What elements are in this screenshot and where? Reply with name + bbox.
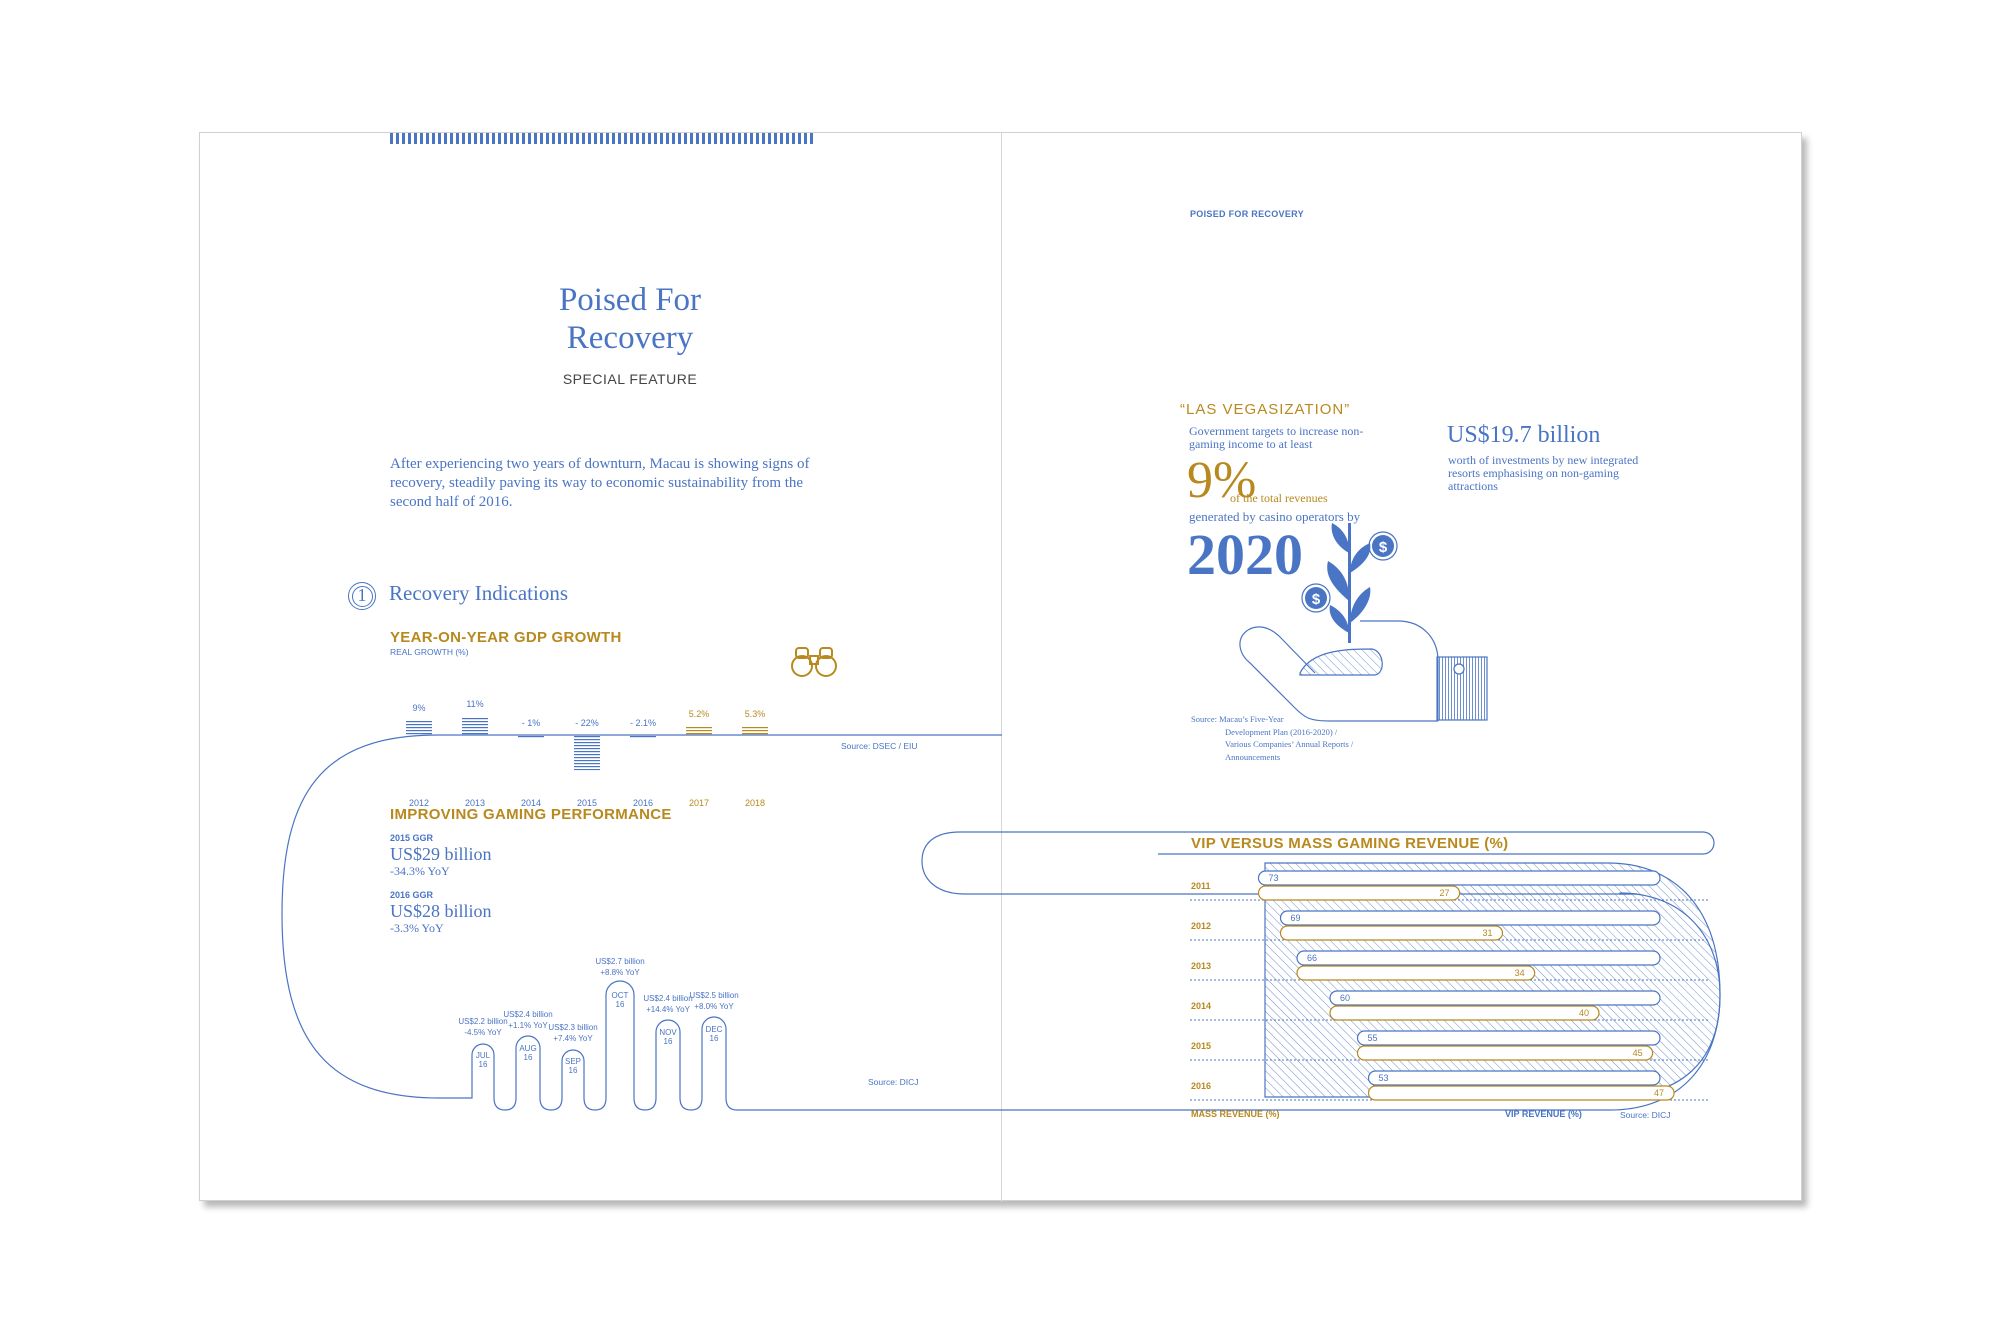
- vip-pill-2016: [1369, 1071, 1661, 1085]
- binoculars-icon: [792, 648, 836, 676]
- plan-source-line-4: Announcements: [1225, 751, 1281, 762]
- plan-source-line-3: Various Companies’ Annual Reports /: [1225, 739, 1354, 749]
- gdp-subheading: REAL GROWTH (%): [390, 647, 469, 657]
- month-value-amount: US$2.7 billion: [595, 957, 645, 966]
- vip-year-2015: 2015: [1191, 1041, 1212, 1051]
- vip-year-2013: 2013: [1191, 961, 1212, 971]
- gdp-year-label-2013: 2013: [464, 798, 486, 808]
- gaming-heading: IMPROVING GAMING PERFORMANCE: [390, 806, 672, 823]
- month-name: JUL: [475, 1051, 491, 1060]
- shopping-bag-icon: [1437, 657, 1487, 720]
- plant-icon: [1327, 523, 1370, 643]
- vip-revenue-legend: VIP REVENUE (%): [1505, 1109, 1582, 1119]
- target-pct: 9%: [1187, 452, 1257, 509]
- month-value-amount: US$2.5 billion: [689, 991, 739, 1000]
- mass-pill-2013: [1297, 966, 1535, 980]
- gdp-bar-label-2014: - 1%: [521, 718, 541, 728]
- month-label-aug: [513, 1044, 543, 1062]
- hand-icon: [1240, 621, 1438, 721]
- target-pct-caption: of the total revenues: [1230, 491, 1328, 505]
- vip-value-2011: 73: [1268, 873, 1279, 883]
- month-name: OCT: [611, 991, 629, 1000]
- month-value-yoy: +14.4% YoY: [646, 1005, 690, 1014]
- vip-value-2015: 55: [1367, 1033, 1378, 1043]
- month-label-dec: [699, 1025, 729, 1043]
- running-head: POISED FOR RECOVERY: [1190, 209, 1304, 219]
- ggr-2015-yoy: -34.3% YoY: [390, 864, 450, 878]
- mass-pill-2011: [1259, 886, 1460, 900]
- mass-value-2012: 31: [1482, 928, 1493, 938]
- month-name: SEP: [564, 1057, 581, 1066]
- vip-year-2012: 2012: [1191, 921, 1212, 931]
- target-text: Government targets to increase non-gaming income to at least: [1189, 424, 1364, 451]
- vip-value-2013: 66: [1307, 953, 1318, 963]
- month-year: 16: [615, 1000, 625, 1009]
- gdp-bar-label-2013: 11%: [466, 699, 484, 710]
- plan-source-line-1: Source: Macau’s Five-Year: [1191, 714, 1284, 724]
- plan-source-line-2: Development Plan (2016-2020) /: [1225, 726, 1338, 737]
- month-value-amount: US$2.4 billion: [503, 1010, 553, 1019]
- month-year: 16: [523, 1053, 533, 1062]
- gdp-bar-label-2012: 9%: [412, 702, 426, 713]
- mass-value-2011: 27: [1439, 888, 1450, 898]
- mass-pill-2012: [1281, 926, 1503, 940]
- gdp-bar-2015: [574, 735, 600, 770]
- mass-value-2015: 45: [1632, 1048, 1643, 1058]
- vip-value-2012: 69: [1290, 913, 1301, 923]
- investment-value: US$19.7 billion: [1447, 422, 1601, 448]
- gdp-heading: YEAR-ON-YEAR GDP GROWTH: [390, 629, 622, 646]
- month-value-sep: [533, 1022, 613, 1044]
- ggr-2015-caption: 2015 GGR: [390, 833, 434, 843]
- month-name: NOV: [659, 1028, 677, 1037]
- gdp-bar-label-2018: 5.3%: [744, 708, 766, 719]
- vip-source: Source: DICJ: [1620, 1110, 1671, 1120]
- mass-value-2013: 34: [1514, 968, 1525, 978]
- vip-year-2011: 2011: [1191, 881, 1211, 891]
- vip-pill-2011: [1259, 871, 1661, 885]
- vip-year-2016: 2016: [1191, 1081, 1212, 1091]
- title-line-2: Recovery: [566, 320, 694, 356]
- generated-text: generated by casino operators by: [1189, 509, 1361, 524]
- month-value-oct: [580, 956, 660, 978]
- month-value-yoy: +7.4% YoY: [553, 1034, 593, 1043]
- gdp-year-label-2018: 2018: [744, 798, 766, 808]
- month-value-yoy: +8.8% YoY: [600, 968, 640, 977]
- gdp-year-label-2016: 2016: [632, 798, 654, 808]
- ggr-2016-caption: 2016 GGR: [390, 890, 434, 900]
- section-number-badge: [348, 582, 376, 610]
- gdp-bar-2013: [462, 717, 488, 735]
- section-title: Recovery Indications: [389, 581, 569, 605]
- month-name: DEC: [705, 1025, 723, 1034]
- page-title: [470, 281, 790, 357]
- vip-heading: VIP VERSUS MASS GAMING REVENUE (%): [1191, 835, 1509, 852]
- gdp-year-label-2014: 2014: [520, 798, 542, 808]
- month-value-dec: [674, 990, 754, 1012]
- mass-revenue-legend: MASS REVENUE (%): [1191, 1109, 1280, 1119]
- month-year: 16: [663, 1037, 673, 1046]
- gdp-bar-2018: [742, 727, 768, 735]
- intro-paragraph: After experiencing two years of downturn, Macau is showing signs of recovery, steadily paving its way to economic sustainability from the second half of 2016.: [390, 456, 810, 510]
- quote-heading: “LAS VEGASIZATION”: [1180, 401, 1351, 418]
- month-value-amount: US$2.3 billion: [548, 1023, 598, 1032]
- gdp-bar-2012: [406, 721, 432, 735]
- plan-source: [1191, 713, 1353, 763]
- ggr-2016-value: US$28 billion: [390, 901, 492, 921]
- vip-pill-2012: [1281, 911, 1661, 925]
- month-label-jul: [468, 1051, 498, 1069]
- vip-value-2014: 60: [1340, 993, 1351, 1003]
- svg-text:$: $: [1311, 591, 1321, 608]
- month-label-sep: [558, 1057, 588, 1075]
- month-value-yoy: +1.1% YoY: [508, 1021, 548, 1030]
- vip-pill-2013: [1297, 951, 1660, 965]
- gaming-source: Source: DICJ: [868, 1077, 919, 1087]
- gdp-year-label-2012: 2012: [408, 798, 430, 808]
- month-value-amount: US$2.2 billion: [458, 1017, 508, 1026]
- svg-text:$: $: [1378, 539, 1388, 556]
- investment-text: worth of investments by new integrated resorts emphasising on non-gaming attractions: [1448, 453, 1639, 493]
- vip-pill-2015: [1358, 1031, 1661, 1045]
- special-feature-kicker: SPECIAL FEATURE: [562, 371, 698, 387]
- title-line-1: Poised For: [558, 282, 702, 318]
- gdp-bar-2014: [518, 735, 544, 738]
- section-number: 1: [357, 585, 367, 605]
- month-value-yoy: +8.0% YoY: [694, 1002, 734, 1011]
- target-year: 2020: [1187, 522, 1303, 587]
- ggr-2015-value: US$29 billion: [390, 844, 492, 864]
- gdp-year-label-2015: 2015: [576, 798, 598, 808]
- infographic-graphics: [200, 133, 1803, 1202]
- vip-value-2016: 53: [1378, 1073, 1389, 1083]
- month-value-yoy: -4.5% YoY: [464, 1028, 502, 1037]
- month-value-amount: US$2.4 billion: [643, 994, 693, 1003]
- mass-pill-2016: [1369, 1086, 1675, 1100]
- ggr-2016-yoy: -3.3% YoY: [390, 921, 444, 935]
- gdp-bar-2016: [630, 735, 656, 738]
- mass-pill-2014: [1330, 1006, 1599, 1020]
- mass-value-2016: 47: [1654, 1088, 1665, 1098]
- gdp-bar-2017: [686, 727, 712, 735]
- gdp-bar-label-2017: 5.2%: [688, 708, 710, 719]
- month-year: 16: [478, 1060, 488, 1069]
- magazine-spread: [199, 132, 1802, 1201]
- month-label-nov: [653, 1028, 683, 1046]
- month-name: AUG: [519, 1044, 537, 1053]
- mass-value-2014: 40: [1578, 1008, 1589, 1018]
- vip-pill-2014: [1330, 991, 1660, 1005]
- gdp-bar-label-2015: - 22%: [575, 718, 599, 728]
- month-year: 16: [568, 1066, 578, 1075]
- gdp-bar-label-2016: - 2.1%: [629, 718, 656, 728]
- gdp-source: Source: DSEC / EIU: [841, 741, 918, 751]
- gdp-year-label-2017: 2017: [688, 798, 710, 808]
- mass-pill-2015: [1358, 1046, 1653, 1060]
- vip-year-2014: 2014: [1191, 1001, 1212, 1011]
- month-year: 16: [709, 1034, 719, 1043]
